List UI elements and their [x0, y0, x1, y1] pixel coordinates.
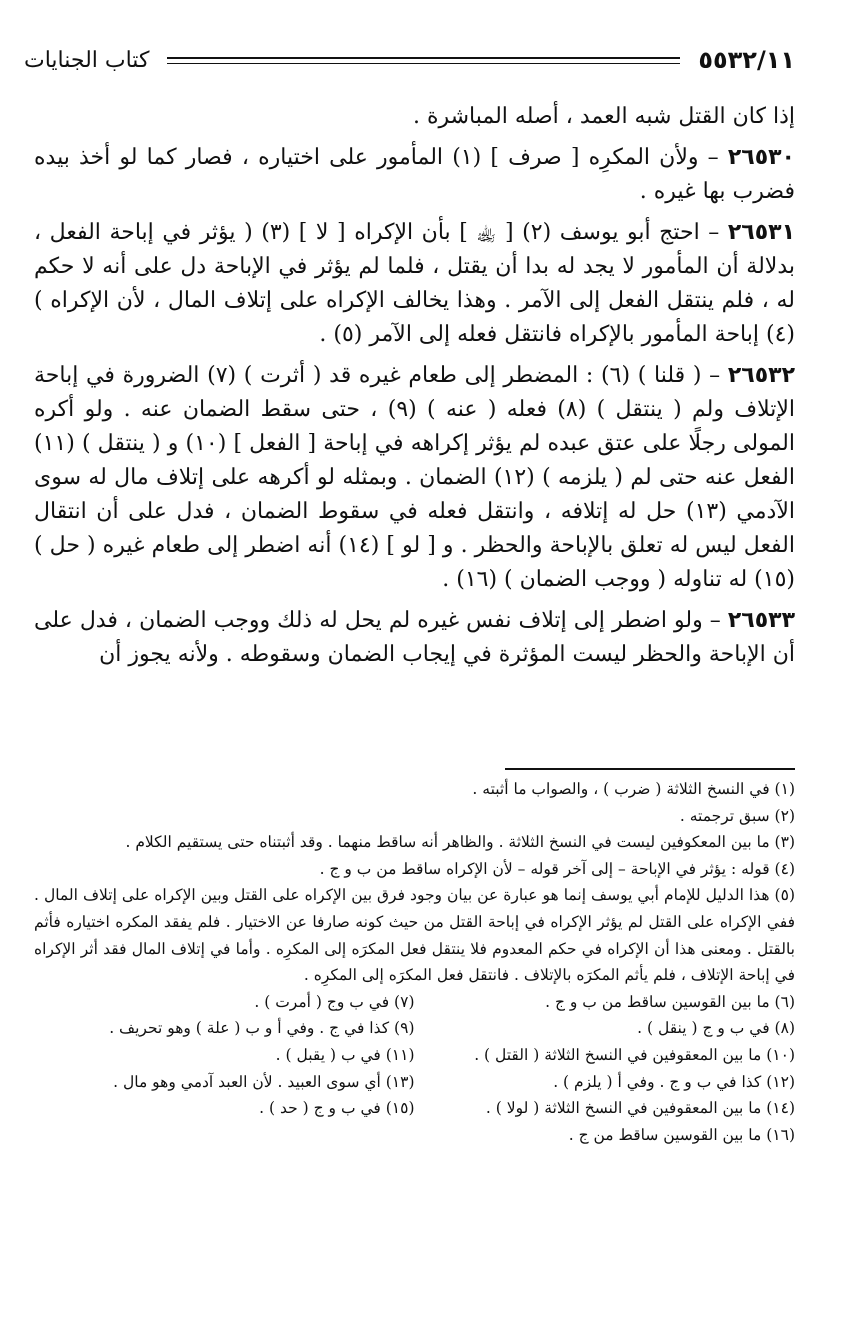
footnote: (٣) ما بين المعكوفين ليست في النسخ الثلاثة . والظاهر أنه ساقط منهما . وقد أثبتناه حتى يستقيم الكلام . — [125, 833, 795, 852]
paragraph-number: ٢٦٥٣١ — [727, 220, 796, 245]
footnote: (٥) هذا الدليل للإمام أبي يوسف إنما هو عبارة عن بيان وجود فرق بين الإكراه على القتل وبين الإكراه على إتلاف المال . ففي الإكراه على القتل لم يؤثر الإكراه في إباحة القتل من حيث كونه صارفا عن الاختيار . فلم يفقد المكره اختياره فأثم بالقتل . ومعنى هذا أن الإكراه في حكم المعدوم فلا ينتقل فعل المكرَه إلى المكرِه . وأما في إتلاف المال فقد أثر الإكراه في إباحة الإتلاف ، فلم يأثم المكرَه بالإتلاف . فانتقل فعل المكرَه إلى المكرِه . — [34, 886, 795, 985]
paragraph — [34, 359, 795, 597]
chapter-title: كتاب الجنايات — [24, 47, 150, 73]
footnote: (١٣) أي سوى العبيد . لأن العبد آدمي وهو مال . — [113, 1072, 415, 1091]
footnote-row — [34, 1095, 795, 1122]
footnote-row — [34, 989, 795, 1016]
footnote: (٩) كذا في ج . وفي أ و ب ( علة ) وهو تحريف . — [109, 1019, 415, 1038]
footnotes — [34, 776, 795, 1148]
footnote: (١١) في ب ( يقبل ) . — [275, 1045, 415, 1064]
footnote: (١٦) ما بين القوسين ساقط من ج . — [568, 1125, 795, 1144]
paragraph-text: – ( قلنا ) (٦) : المضطر إلى طعام غيره قد ( أثرت ) (٧) الضرورة في إباحة الإتلاف ولم ( ينتقل ) (٨) فعله ( عنه ) (٩) ، حتى سقط الضمان عنه . ولو أكره المولى رجلًا على عتق عبده لم يؤثر إكراهه في إباحة [ الفعل ] (١٠) و ( ينتقل ) (١١) الفعل عنه حتى لم ( يلزمه ) (١٢) الضمان . وبمثله لو أكرهه على إتلاف مال له سوى الآدمي (١٣) حل له إتلافه ، وانتقل فعله في سقوط الضمان ، فدل على أن انتقال الفعل ليس له تعلق بالإباحة والحظر . و [ لو ] (١٤) أنه اضطر إلى طعام غيره ( حل ) (١٥) له تناوله ( ووجب الضمان ) (١٦) . — [34, 363, 795, 592]
footnote: (٢) سبق ترجمته . — [679, 806, 795, 825]
paragraph — [34, 604, 795, 672]
running-header — [24, 40, 795, 80]
footnote: (٨) في ب و ج ( ينقل ) . — [637, 1019, 795, 1038]
header-rule — [167, 57, 680, 64]
footnote: (٧) في ب وج ( أمرت ) . — [254, 992, 415, 1011]
paragraph-text: إذا كان القتل شبه العمد ، أصله المباشرة . — [412, 104, 795, 129]
footnote: (١٤) ما بين المعقوفين في النسخ الثلاثة ( لولا ) . — [485, 1099, 795, 1118]
paragraph-number: ٢٦٥٣٢ — [727, 363, 795, 388]
footnote: (٤) قوله : يؤثر في الإباحة – إلى آخر قوله – لأن الإكراه ساقط من ب و ج . — [319, 859, 795, 878]
paragraph-text: – ولو اضطر إلى إتلاف نفس غيره لم يحل له ذلك ووجب الضمان ، فدل على أن الإباحة والحظر ليست المؤثرة في إيجاب الضمان وسقوطه . ولأنه يجوز أن — [34, 608, 795, 667]
paragraph-number: ٢٦٥٣٠ — [727, 145, 795, 170]
paragraph-text: – ولأن المكرِه [ صرف ] (١) المأمور على اختياره ، فصار كما لو أخذ بيده فضرب بها غيره . — [34, 145, 795, 204]
footnote: (١٠) ما بين المعقوفين في النسخ الثلاثة ( القتل ) . — [474, 1045, 795, 1064]
paragraph-text: – احتج أبو يوسف (٢) [ ﵀ ] بأن الإكراه [ لا ] (٣) ( يؤثر في إباحة الفعل ، بدلالة أن المأمور لا يجد له بدا أن يقتل ، فلما لم يؤثر في الإباحة دل على أنه لا حكم له ، فلم ينتقل الفعل إلى الآمر . وهذا يخالف الإكراه على إتلاف المال ، لأن الإكراه ) (٤) إباحة المأمور بالإكراه فانتقل فعله إلى الآمر (٥) . — [34, 220, 795, 347]
footnote-row — [34, 1015, 795, 1042]
page-number: ٥٥٣٢/١١ — [698, 46, 795, 74]
footnote-row — [34, 1042, 795, 1069]
main-text — [34, 100, 795, 679]
footnote-divider — [505, 768, 795, 770]
footnote-row — [34, 1069, 795, 1096]
paragraph — [34, 216, 795, 352]
footnote: (١٥) في ب و ج ( حد ) . — [259, 1099, 415, 1118]
paragraph-number: ٢٦٥٣٣ — [727, 608, 796, 633]
paragraph — [34, 100, 795, 134]
footnote: (١٢) كذا في ب و ج . وفي أ ( يلزم ) . — [553, 1072, 795, 1091]
paragraph — [34, 141, 795, 209]
footnote: (٦) ما بين القوسين ساقط من ب و ج . — [545, 992, 795, 1011]
footnote: (١) في النسخ الثلاثة ( ضرب ) ، والصواب ما أثبته . — [472, 780, 795, 798]
